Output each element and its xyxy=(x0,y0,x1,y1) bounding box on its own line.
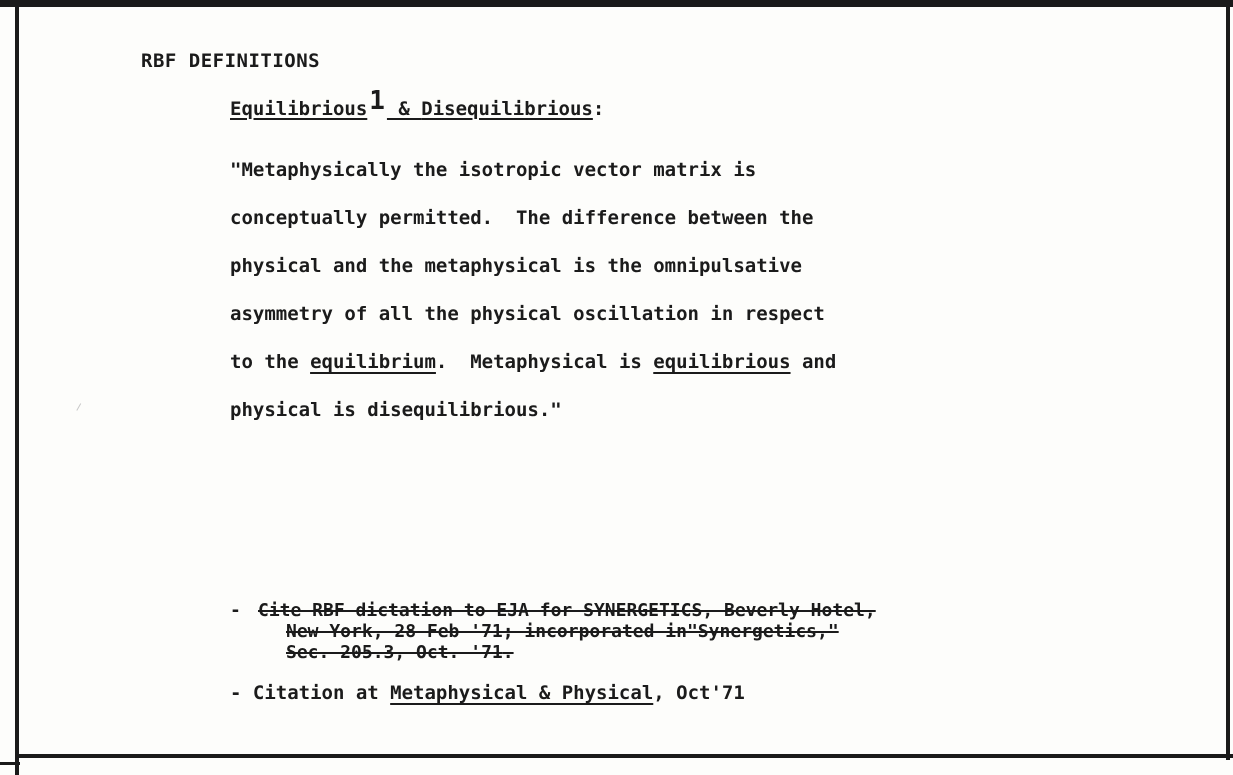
ink-smudge xyxy=(76,403,84,412)
card-bottom-edge xyxy=(0,762,20,765)
quote-line-5-e: and xyxy=(790,351,837,373)
title-colon: : xyxy=(592,98,605,120)
citation-reference xyxy=(230,682,745,704)
definition-title xyxy=(230,86,605,120)
struck-citation-body xyxy=(258,600,1118,663)
term-disequilibrious: Disequilibrious xyxy=(421,98,593,120)
citation-link[interactable]: Metaphysical & Physical xyxy=(390,682,654,704)
card-heading: RBF DEFINITIONS xyxy=(141,50,321,72)
struck-row-3 xyxy=(258,642,1118,663)
citation-suffix: , Oct'71 xyxy=(653,682,745,704)
struck-row-3-period: . xyxy=(502,642,514,663)
citation-prefix: - Citation at xyxy=(230,682,391,704)
quote-line-2: conceptually permitted. The difference between the xyxy=(230,207,814,229)
term-equilibrious: Equilibrious xyxy=(230,98,368,120)
definition-quote xyxy=(230,146,1070,434)
term-joiner: & xyxy=(386,98,422,120)
citation-dash: - xyxy=(230,600,241,621)
card-bottom-border xyxy=(15,754,1233,758)
card-top-border xyxy=(0,0,1233,7)
quote-line-1: "Metaphysically the isotropic vector matrix is xyxy=(230,159,757,181)
underlined-equilibrious: equilibrious xyxy=(653,351,791,373)
quote-line-5 xyxy=(230,338,1070,386)
quote-line-5-a: to the xyxy=(230,351,311,373)
insert-mark: 1 xyxy=(369,86,385,116)
quote-line-6: physical is disequilibrious." xyxy=(230,399,562,421)
struck-row-2: New York, 28 Feb '71; incorporated in"Synergetics," xyxy=(286,621,839,642)
struck-row-3-text: Sec. 205.3, Oct. '71 xyxy=(286,642,503,663)
underlined-equilibrium: equilibrium xyxy=(310,351,436,373)
card-right-border xyxy=(1226,0,1230,760)
quote-line-4: asymmetry of all the physical oscillation in respect xyxy=(230,303,825,325)
card-left-border xyxy=(15,0,19,775)
struck-row-1: Cite RBF dictation to EJA for SYNERGETICS, Beverly Hotel, xyxy=(258,600,876,621)
quote-line-5-c: . Metaphysical is xyxy=(435,351,654,373)
quote-line-3: physical and the metaphysical is the omnipulsative xyxy=(230,255,802,277)
